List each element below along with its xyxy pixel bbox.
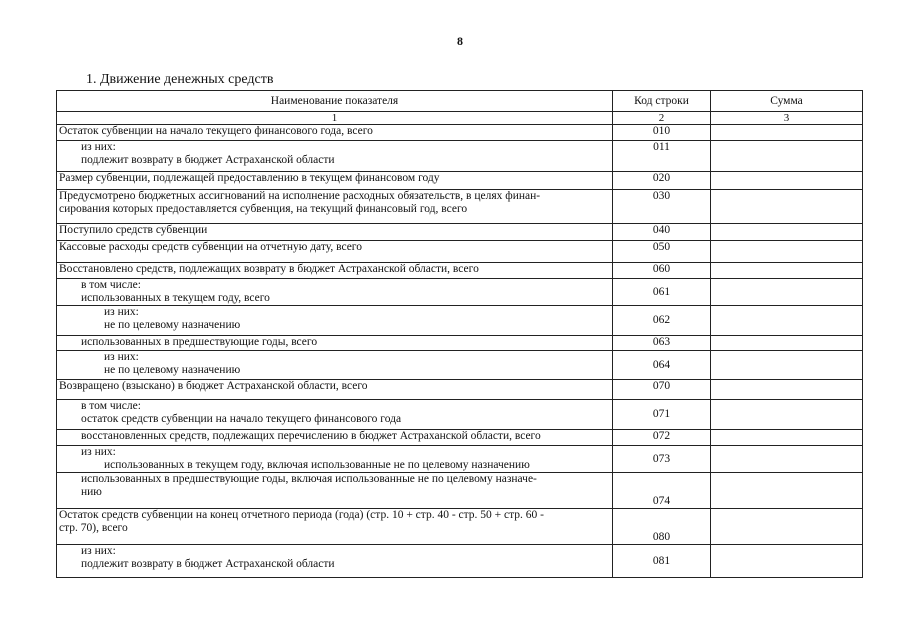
column-number-3: 3	[711, 112, 863, 125]
indicator-text-line: использованных в предшествующие годы, всего	[81, 336, 318, 348]
indicator-text-line: из них:	[81, 446, 116, 458]
amount-cell[interactable]	[711, 351, 863, 380]
row-code-cell: 080	[613, 509, 711, 545]
table-row	[57, 125, 863, 141]
indicator-text-line: использованных в текущем году, включая использованные не по целевому назначению	[104, 459, 530, 471]
indicator-text-line: Кассовые расходы средств субвенции на отчетную дату, всего	[59, 241, 362, 253]
table-row	[57, 473, 863, 509]
amount-cell[interactable]	[711, 545, 863, 578]
row-code-cell: 071	[613, 400, 711, 430]
table-row	[57, 380, 863, 400]
amount-cell[interactable]	[711, 446, 863, 473]
amount-cell[interactable]	[711, 224, 863, 241]
amount-cell[interactable]	[711, 263, 863, 279]
indicator-text-line: сирования которых предоставляется субвенция, на текущий финансовый год, всего	[59, 203, 468, 215]
amount-cell[interactable]	[711, 430, 863, 446]
row-code-cell: 010	[613, 125, 711, 141]
amount-cell[interactable]	[711, 279, 863, 306]
row-code-cell: 070	[613, 380, 711, 400]
indicator-text-line: подлежит возврату в бюджет Астраханской области	[81, 558, 335, 570]
indicator-text-line: из них:	[81, 545, 116, 557]
column-number-1: 1	[57, 112, 613, 125]
indicator-text-line: подлежит возврату в бюджет Астраханской области	[81, 154, 335, 166]
indicator-text-line: Остаток средств субвенции на конец отчетного периода (года) (стр. 10 + стр. 40 - стр. 50 + стр. 60 -	[59, 509, 545, 521]
header-indicator-name: Наименование показателя	[57, 91, 613, 112]
cash-flow-table	[56, 90, 863, 578]
indicator-name-cell	[57, 509, 613, 545]
column-number-2: 2	[613, 112, 711, 125]
indicator-text-line: в том числе:	[81, 400, 141, 412]
indicator-text-line: Восстановлено средств, подлежащих возврату в бюджет Астраханской области, всего	[59, 263, 479, 275]
indicator-text-line: не по целевому назначению	[104, 364, 241, 376]
amount-cell[interactable]	[711, 172, 863, 190]
indicator-name-cell	[57, 430, 613, 446]
indicator-text-line: восстановленных средств, подлежащих перечислению в бюджет Астраханской области, всего	[81, 430, 541, 442]
indicator-text-line: Размер субвенции, подлежащей предоставлению в текущем финансовом году	[59, 172, 440, 184]
table-row	[57, 306, 863, 336]
row-code-cell: 020	[613, 172, 711, 190]
indicator-text-line: остаток средств субвенции на начало текущего финансового года	[81, 413, 402, 425]
indicator-text-line: Поступило средств субвенции	[59, 224, 208, 236]
row-code-cell: 063	[613, 336, 711, 351]
indicator-name-cell	[57, 224, 613, 241]
table-row	[57, 190, 863, 224]
indicator-text-line: из них:	[81, 141, 116, 153]
table-row	[57, 172, 863, 190]
indicator-name-cell	[57, 141, 613, 172]
amount-cell[interactable]	[711, 380, 863, 400]
table-row	[57, 351, 863, 380]
indicator-text-line: использованных в текущем году, всего	[81, 292, 270, 304]
amount-cell[interactable]	[711, 400, 863, 430]
row-code-cell: 050	[613, 241, 711, 263]
table-row	[57, 509, 863, 545]
indicator-name-cell	[57, 279, 613, 306]
table-row	[57, 545, 863, 578]
header-amount: Сумма	[711, 91, 863, 112]
indicator-text-line: не по целевому назначению	[104, 319, 241, 331]
indicator-text-line: Остаток субвенции на начало текущего финансового года, всего	[59, 125, 373, 137]
table-row	[57, 263, 863, 279]
row-code-cell: 030	[613, 190, 711, 224]
indicator-text-line: Предусмотрено бюджетных ассигнований на исполнение расходных обязательств, в целях финан-	[59, 190, 541, 202]
row-code-cell: 040	[613, 224, 711, 241]
indicator-name-cell	[57, 241, 613, 263]
indicator-name-cell	[57, 125, 613, 141]
table-row	[57, 336, 863, 351]
indicator-text-line: в том числе:	[81, 279, 141, 291]
indicator-text-line: из них:	[104, 351, 139, 363]
row-code-cell: 060	[613, 263, 711, 279]
indicator-text-line: Возвращено (взыскано) в бюджет Астраханской области, всего	[59, 380, 368, 392]
table-row	[57, 279, 863, 306]
indicator-name-cell	[57, 263, 613, 279]
indicator-name-cell	[57, 172, 613, 190]
table-row	[57, 430, 863, 446]
indicator-text-line: из них:	[104, 306, 139, 318]
indicator-name-cell	[57, 380, 613, 400]
row-code-cell: 074	[613, 473, 711, 509]
row-code-cell: 081	[613, 545, 711, 578]
indicator-name-cell	[57, 351, 613, 380]
column-number-row	[57, 112, 863, 125]
table-row	[57, 446, 863, 473]
indicator-text-line: нию	[81, 486, 102, 498]
indicator-text-line: использованных в предшествующие годы, включая использованные не по целевому назначе-	[81, 473, 537, 485]
indicator-name-cell	[57, 545, 613, 578]
row-code-cell: 072	[613, 430, 711, 446]
amount-cell[interactable]	[711, 125, 863, 141]
table-row	[57, 141, 863, 172]
indicator-name-cell	[57, 400, 613, 430]
row-code-cell: 062	[613, 306, 711, 336]
indicator-name-cell	[57, 446, 613, 473]
amount-cell[interactable]	[711, 509, 863, 545]
table-row	[57, 241, 863, 263]
indicator-name-cell	[57, 306, 613, 336]
row-code-cell: 011	[613, 141, 711, 172]
section-title: 1. Движение денежных средств	[86, 72, 274, 87]
page-number: 8	[457, 34, 463, 48]
amount-cell[interactable]	[711, 473, 863, 509]
row-code-cell: 064	[613, 351, 711, 380]
amount-cell[interactable]	[711, 336, 863, 351]
header-row-code: Код строки	[613, 91, 711, 112]
header-row	[57, 91, 863, 112]
indicator-text-line: стр. 70), всего	[59, 522, 128, 534]
amount-cell[interactable]	[711, 241, 863, 263]
indicator-name-cell	[57, 336, 613, 351]
amount-cell[interactable]	[711, 306, 863, 336]
table-row	[57, 224, 863, 241]
row-code-cell: 061	[613, 279, 711, 306]
indicator-name-cell	[57, 473, 613, 509]
amount-cell[interactable]	[711, 190, 863, 224]
indicator-name-cell	[57, 190, 613, 224]
row-code-cell: 073	[613, 446, 711, 473]
amount-cell[interactable]	[711, 141, 863, 172]
table-row	[57, 400, 863, 430]
